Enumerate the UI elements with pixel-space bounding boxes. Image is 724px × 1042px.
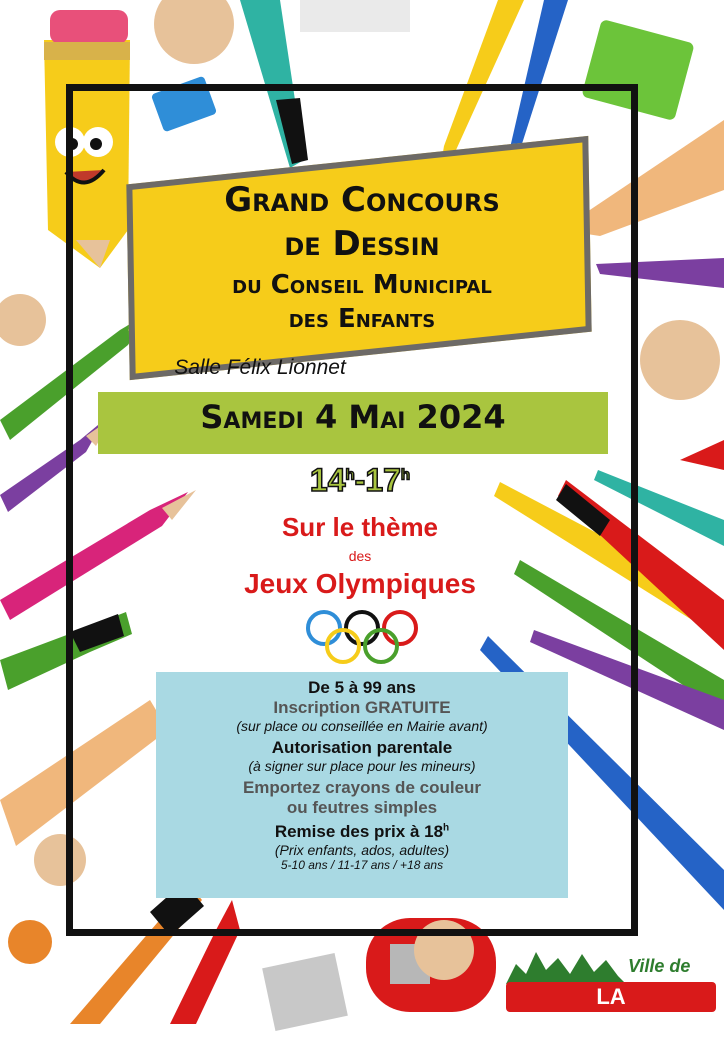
info-autorisation-note: (à signer sur place pour les mineurs) [248, 758, 476, 774]
title-line3: du Conseil Municipal [232, 270, 492, 300]
pencil-red-right-icon [680, 440, 724, 470]
title-line2: de Dessin [284, 224, 440, 264]
hours-start-sup: h [345, 466, 355, 484]
info-autorisation: Autorisation parentale [271, 738, 453, 757]
info-prix-note: (Prix enfants, ados, adultes) [274, 842, 450, 858]
info-inscription-note: (sur place ou conseillée en Mairie avant) [236, 718, 488, 734]
info-remise [156, 822, 568, 842]
info-inscription: Inscription GRATUITE [273, 698, 451, 717]
title-line4: des Enfants [288, 304, 436, 334]
info-materiel-2: ou feutres simples [286, 798, 438, 817]
eraser-top-icon [300, 0, 410, 32]
logo-town-name: LA CHÂTAIGNERAIE [506, 982, 716, 1012]
info-remise-sup: h [443, 822, 450, 834]
logo-ville: Ville de [628, 956, 691, 976]
hours-end-sup: h [400, 466, 411, 484]
info-materiel-1: Emportez crayons de couleur [242, 778, 482, 797]
info-ages: De 5 à 99 ans [308, 678, 416, 697]
theme-line2: des [348, 548, 372, 564]
event-date: Samedi 4 Mai 2024 [200, 398, 506, 436]
title-line1: Grand Concours [224, 180, 500, 220]
eraser-bottom-icon [262, 953, 348, 1031]
hours-sep: - [354, 462, 366, 498]
info-box [156, 672, 568, 898]
hours-end: 17 [365, 462, 401, 498]
town-skyline-icon [506, 944, 626, 984]
info-remise-text: Remise des prix à 18 [274, 822, 444, 841]
event-hours [240, 462, 480, 499]
venue: Salle Félix Lionnet [174, 356, 346, 379]
theme-line1: Sur le thème [281, 512, 439, 542]
theme-line3: Jeux Olympiques [244, 568, 476, 599]
hours-start: 14 [309, 462, 346, 498]
info-categories: 5-10 ans / 11-17 ans / +18 ans [280, 858, 444, 872]
olympic-rings-icon [300, 608, 424, 668]
